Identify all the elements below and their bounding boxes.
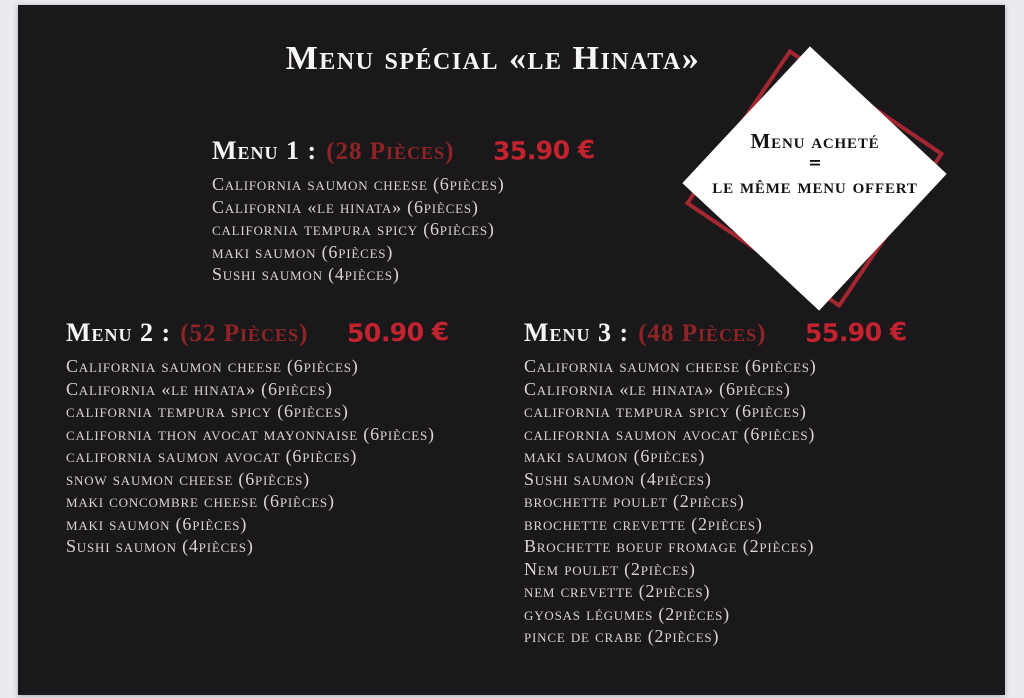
menu-2-header [66, 318, 449, 348]
menu-item: california tempura spicy (6pièces) [212, 219, 495, 239]
menu-2-name: Menu 2 : [66, 318, 172, 347]
menu-item: snow saumon cheese (6pièces) [66, 468, 310, 489]
menu-item: California «le hinata» (6pièces) [66, 378, 333, 399]
menu-item: brochette poulet (2pièces) [524, 491, 745, 511]
menu-item: california saumon avocat (6pièces) [66, 446, 358, 466]
menu-item: california tempura spicy (6pièces) [524, 401, 807, 421]
menu-3-price: 55.90 € [805, 317, 908, 348]
menu-item: California saumon cheese (6pièces) [524, 356, 817, 376]
menu-item: california saumon avocat (6pièces) [524, 423, 816, 444]
menu-item: maki saumon (6pièces) [524, 446, 706, 466]
menu-1-price: 35.90 € [493, 135, 596, 166]
menu-2-items [66, 355, 449, 558]
menu-item: California «le hinata» (6pièces) [212, 196, 479, 217]
menu-item: California «le hinata» (6pièces) [524, 378, 791, 399]
menu-item: California saumon cheese (6pièces) [66, 356, 359, 376]
menu-3-pieces-count: (48 Pièces) [638, 320, 767, 347]
menu-item: Nem poulet (2pièces) [524, 558, 696, 579]
menu-1-pieces-count: (28 Pièces) [326, 138, 455, 165]
promo-badge-line3: le même menu offert [712, 174, 918, 198]
promo-badge-equals: = [808, 153, 822, 172]
menu-item: Brochette boeuf fromage (2pièces) [524, 536, 815, 556]
menu-2-pieces-count: (52 Pièces) [180, 320, 309, 347]
menu-item: gyosas légumes (2pièces) [524, 603, 730, 624]
menu-item: california tempura spicy (6pièces) [66, 401, 349, 421]
menu-item: maki saumon (6pièces) [66, 513, 248, 534]
menu-item: Sushi saumon (4pièces) [212, 264, 400, 284]
menu-item: brochette crevette (2pièces) [524, 513, 763, 534]
menu-1-items [212, 173, 595, 286]
menu-item: pince de crabe (2pièces) [524, 626, 720, 646]
menu-item: Sushi saumon (4pièces) [66, 536, 254, 556]
menu-1-section [212, 136, 595, 286]
menu-item: maki concombre cheese (6pièces) [66, 491, 335, 511]
menu-card [18, 5, 1005, 695]
menu-item: California saumon cheese (6pièces) [212, 174, 505, 194]
menu-2-price: 50.90 € [347, 317, 450, 348]
menu-3-section [524, 318, 907, 648]
menu-2-section [66, 318, 449, 558]
promo-badge-text [680, 129, 950, 199]
menu-1-name: Menu 1 : [212, 136, 318, 165]
page-title: Menu spécial «le Hinata» [285, 40, 701, 77]
menu-item: nem crevette (2pièces) [524, 581, 711, 601]
menu-item: california thon avocat mayonnaise (6pièces) [66, 423, 435, 444]
menu-3-header [524, 318, 907, 348]
menu-item: maki saumon (6pièces) [212, 241, 394, 262]
menu-1-header [212, 136, 595, 166]
promo-badge-line1: Menu acheté [750, 129, 880, 153]
menu-3-name: Menu 3 : [524, 318, 630, 347]
menu-item: Sushi saumon (4pièces) [524, 468, 712, 489]
menu-3-items [524, 355, 907, 648]
promo-badge [712, 85, 918, 272]
